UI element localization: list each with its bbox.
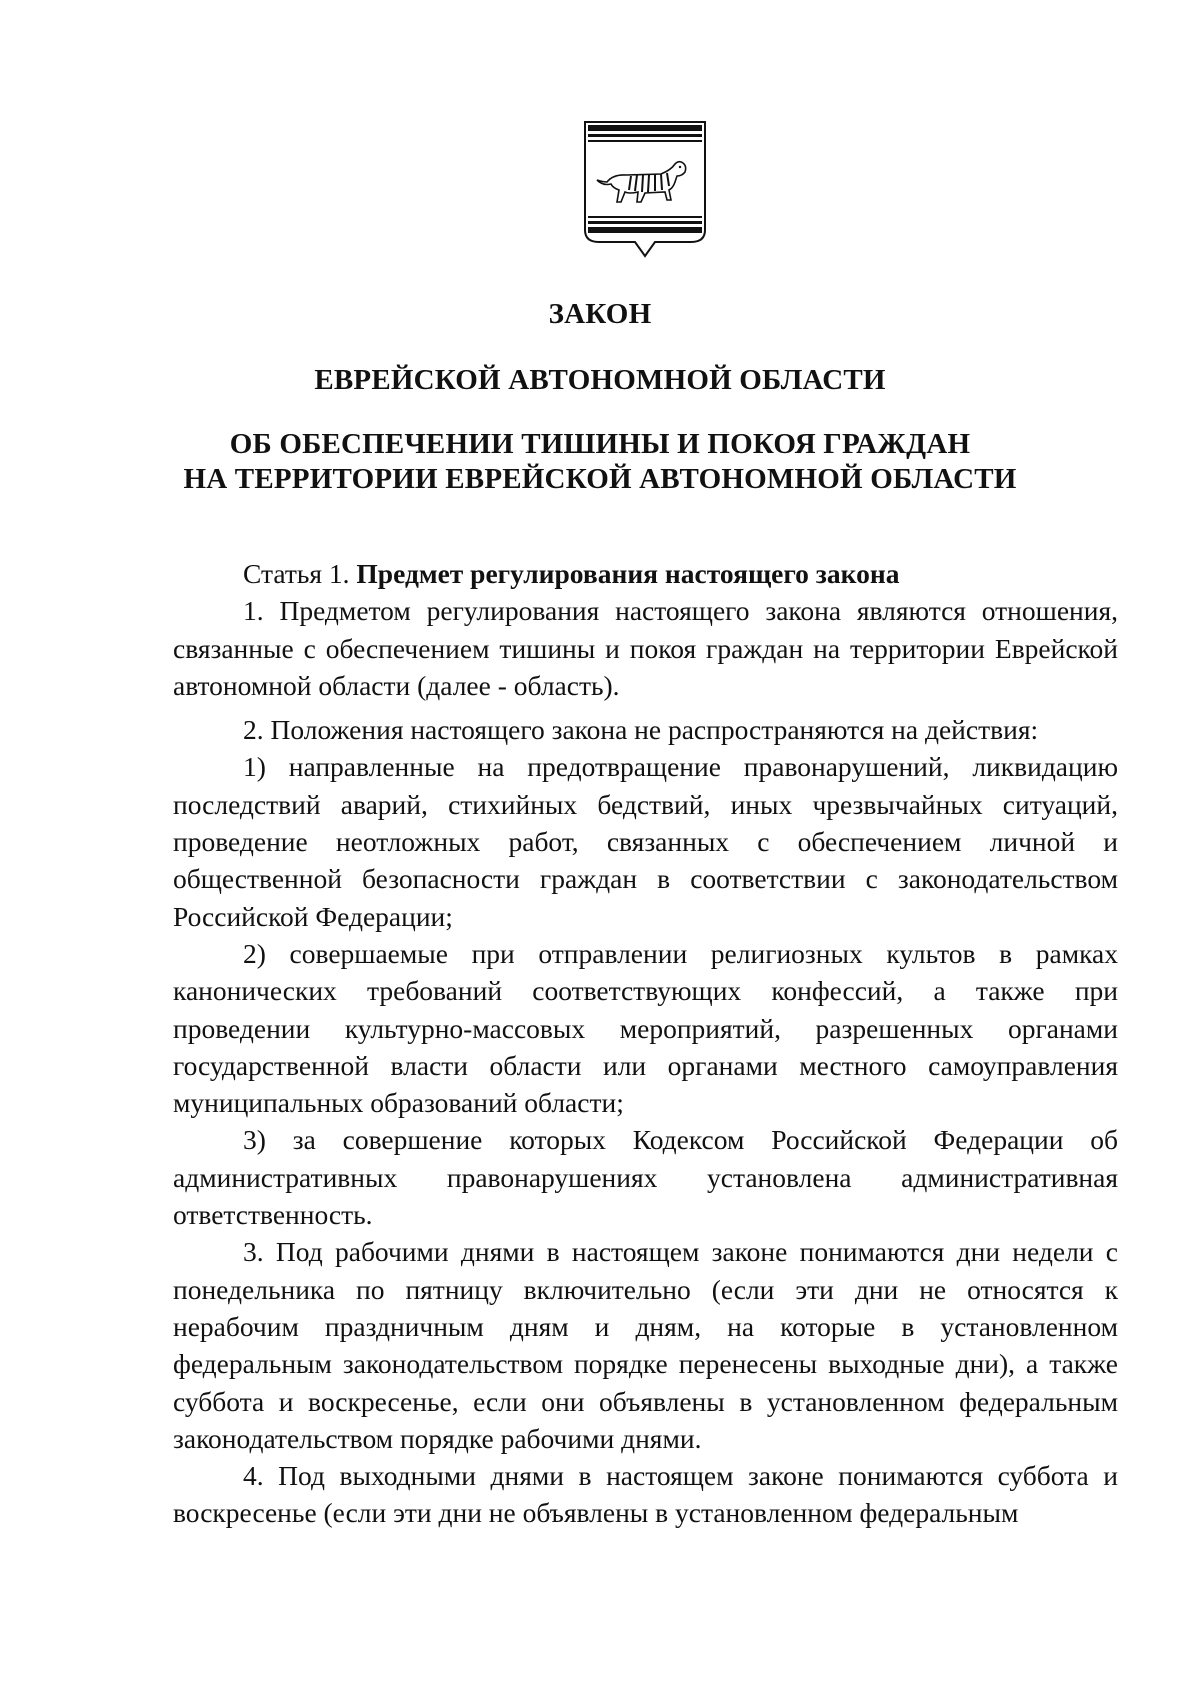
list-item: 2) совершаемые при отправлении религиозных культов в рамках канонических требований соответствующих конфессий, а также при проведении культурно-массовых мероприятий, разрешенных органами государственной власти области или органами местного самоуправления муниципальных образований области; [173,937,1118,1119]
law-subject-heading-line1: ОБ ОБЕСПЕЧЕНИИ ТИШИНЫ И ПОКОЯ ГРАЖДАН [229,428,971,460]
list-item: 3) за совершение которых Кодексом Российской Федерации об административных правонарушениях установлена административная ответственность. [173,1124,1118,1231]
paragraph: 2. Положения настоящего закона не распространяются на действия: [243,714,1039,746]
paragraph: 1. Предметом регулирования настоящего закона являются отношения, связанные с обеспечением тишины и покоя граждан на территории Еврейской автономной области (далее - область). [173,595,1118,701]
paragraph: 4. Под выходными днями в настоящем законе понимаются суббота и воскресенье (если эти дни не объявлены в установленном федеральным [173,1460,1118,1529]
document-body [173,555,1118,1532]
law-subject-heading-line2: НА ТЕРРИТОРИИ ЕВРЕЙСКОЙ АВТОНОМНОЙ ОБЛАСТИ [183,463,1017,495]
article-label: Статья 1. [243,558,350,589]
list-item: 1) направленные на предотвращение правонарушений, ликвидацию последствий аварий, стихийных бедствий, иных чрезвычайных ситуаций, проведение неотложных работ, связанных с обеспечением личной и общественной безопасности граждан в соответствии с законодательством Российской Федерации; [173,751,1118,932]
document-type-heading: ЗАКОН [548,298,652,330]
article-heading [173,555,1118,592]
paragraph: 3. Под рабочими днями в настоящем законе понимаются дни недели с понедельника по пятницу включительно (если эти дни не относятся к нерабочим праздничным дням и дням, на которые в установленном федеральным законодательством порядке перенесены выходные дни), а также суббота и воскресенье, если они объявлены в установленном федеральным законодательством порядке рабочими днями. [173,1236,1118,1454]
coat-of-arms-icon [583,120,707,264]
article-title: Предмет регулирования настоящего закона [356,558,900,589]
issuer-heading: ЕВРЕЙСКОЙ АВТОНОМНОЙ ОБЛАСТИ [314,364,886,396]
